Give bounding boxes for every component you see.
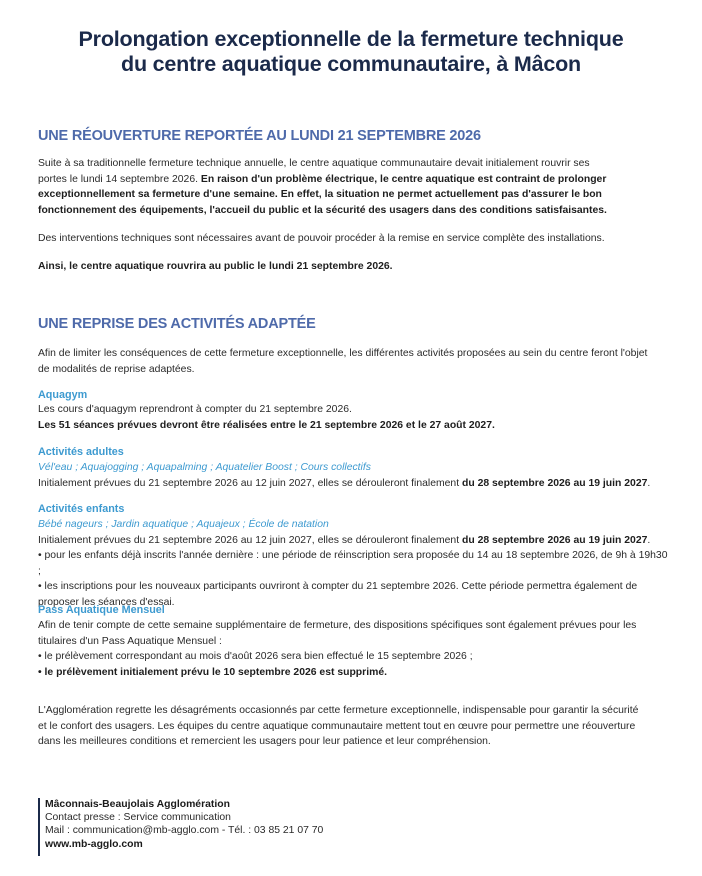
closing-paragraph: [38, 703, 670, 750]
emphasis-text: fonctionnement des équipements, l'accueil du public et la sécurité des usagers dans des conditions satisfaisantes.: [38, 204, 607, 216]
text-line: Afin de limiter les conséquences de cette fermeture exceptionnelle, les différentes activités proposées au sein du centre feront l'objet: [38, 348, 648, 359]
emphasis-text: exceptionnellement sa fermeture d'une semaine. En effet, la situation ne permet actuellement pas d'assurer le bon: [38, 189, 602, 200]
text-line: L'Agglomération regrette les désagréments occasionnés par cette fermeture exceptionnelle, indispensable pour garantir la sécurité: [38, 705, 639, 716]
adult-activities-block: [38, 460, 670, 491]
monthly-pass-block: [38, 618, 670, 680]
emphasis-text: du 28 septembre 2026 au 19 juin 2027: [461, 534, 648, 546]
aquagym-block: [38, 402, 670, 433]
text-line: proposer les séances d'essai.: [38, 596, 175, 608]
section-heading-activities: UNE REPRISE DES ACTIVITÉS ADAPTÉE: [38, 316, 316, 332]
page-title-line-2: du centre aquatique communautaire, à Mâcon: [121, 52, 581, 76]
text-line: Afin de tenir compte de cette semaine supplémentaire de fermeture, des dispositions spécifiques sont également prévues pour les: [38, 620, 637, 631]
website-link[interactable]: www.mb-agglo.com: [45, 838, 143, 850]
page-title-line-1: Prolongation exceptionnelle de la fermeture technique: [78, 27, 624, 51]
subheading-children-activities: Activités enfants: [38, 503, 125, 515]
text-line: Les cours d'aquagym reprendront à compter du 21 septembre 2026.: [38, 404, 352, 415]
text-span: portes le lundi 14 septembre 2026.: [38, 173, 201, 185]
text-line: [38, 533, 670, 549]
page-title: [20, 27, 682, 77]
reopening-paragraph: [38, 156, 670, 218]
press-contact: Contact presse : Service communication: [45, 812, 231, 824]
activities-intro: [38, 346, 670, 377]
text-span: Initialement prévues du 21 septembre 2026 au 12 juin 2027, elles se dérouleront finalement: [38, 534, 462, 546]
activity-list: Vél'eau ; Aquajogging ; Aquapalming ; Aquatelier Boost ; Cours collectifs: [38, 462, 371, 473]
text-line: Suite à sa traditionnelle fermeture technique annuelle, le centre aquatique communautaire devait initialement rouvrir ses: [38, 158, 590, 169]
text-span: .: [647, 534, 651, 546]
emphasis-text: En raison d'un problème électrique, le centre aquatique est contraint de prolonger: [200, 173, 607, 185]
subheading-aquagym: Aquagym: [38, 389, 88, 401]
organization-name: Mâconnais-Beaujolais Agglomération: [45, 799, 230, 810]
text-line: et le confort des usagers. Les équipes du centre aquatique communautaire mettent tout en œuvre pour permettre une réouverture: [38, 720, 636, 732]
subheading-adult-activities: Activités adultes: [38, 446, 124, 458]
bullet-item: • les inscriptions pour les nouveaux participants ouvriront à compter du 21 septembre 2026. Cette période permettra également de: [38, 581, 638, 592]
text-line: titulaires d'un Pass Aquatique Mensuel :: [38, 635, 222, 647]
bullet-item: • le prélèvement initialement prévu le 10 septembre 2026 est supprimé.: [38, 666, 387, 678]
text-line: [38, 172, 670, 188]
text-line: [38, 476, 670, 492]
bullet-item: • pour les enfants déjà inscrits l'année dernière : une période de réinscription sera proposée du 14 au 18 septembre 2026, de 9h à 19h30 ;: [38, 550, 668, 577]
text-span: .: [647, 477, 651, 489]
bullet-item: • le prélèvement correspondant au mois d'août 2026 sera bien effectué le 15 septembre 2026 ;: [38, 651, 473, 662]
text-line: dans les meilleures conditions et remercient les usagers pour leur patience et leur compréhension.: [38, 736, 491, 747]
technical-interventions-paragraph: Des interventions techniques sont nécessaires avant de pouvoir procéder à la remise en service complète des installations.: [38, 233, 605, 244]
emphasis-text: Les 51 séances prévues devront être réalisées entre le 21 septembre 2026 et le 27 août 2027.: [38, 419, 495, 431]
emphasis-text: du 28 septembre 2026 au 19 juin 2027: [461, 477, 648, 489]
children-activities-block: [38, 517, 670, 610]
reopening-date-statement: Ainsi, le centre aquatique rouvrira au public le lundi 21 septembre 2026.: [38, 261, 393, 272]
section-heading-reopening: UNE RÉOUVERTURE REPORTÉE AU LUNDI 21 SEPTEMBRE 2026: [38, 128, 481, 144]
activity-list: Bébé nageurs ; Jardin aquatique ; Aquajeux ; École de natation: [38, 519, 329, 530]
contact-mail-phone: Mail : communication@mb-agglo.com - Tél. : 03 85 21 07 70: [45, 825, 324, 837]
text-line: de modalités de reprise adaptées.: [38, 363, 195, 375]
subheading-monthly-pass: Pass Aquatique Mensuel: [38, 604, 165, 616]
text-span: Initialement prévues du 21 septembre 2026 au 12 juin 2027, elles se dérouleront finalement: [38, 477, 462, 489]
press-contact-footer: [38, 798, 345, 856]
